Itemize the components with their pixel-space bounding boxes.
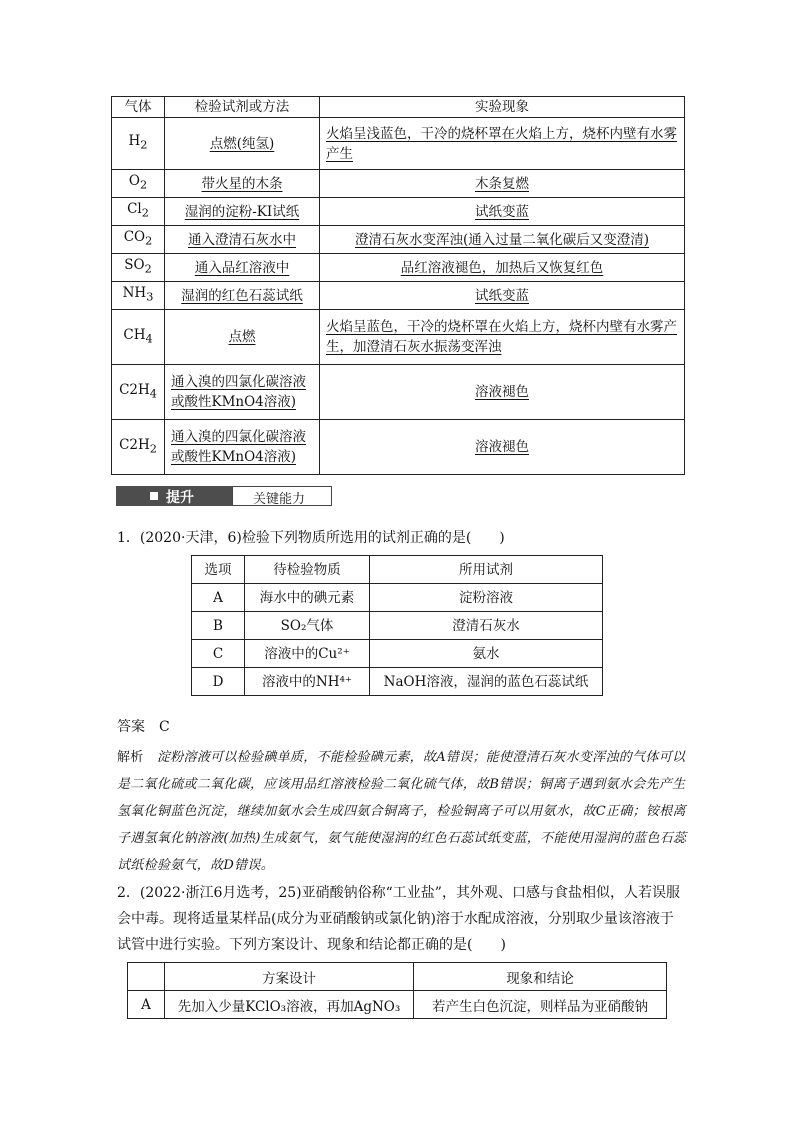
table-row (112, 226, 685, 254)
substance-cell: 溶液中的Cu²⁺ (245, 640, 370, 668)
header-method: 检验试剂或方法 (165, 97, 320, 118)
gas-cell: $Cl_2$ (112, 198, 165, 226)
gas-test-table (111, 96, 685, 475)
gas-cell: $O_2$ (112, 170, 165, 198)
gas-cell: $NH_3$ (112, 282, 165, 310)
table-row (192, 612, 603, 640)
phenomenon-cell: 澄清石灰水变浑浊(通入过量二氧化碳后又变澄清) (320, 226, 685, 254)
analysis-label: 解析 (117, 750, 144, 765)
header-substance: 待检验物质 (245, 556, 370, 584)
table-header-row (128, 963, 667, 991)
table-header-row (192, 556, 603, 584)
phenomenon-cell: 试纸变蓝 (320, 282, 685, 310)
section-label: 提升 (166, 490, 194, 506)
gas-cell: $SO_2$ (112, 254, 165, 282)
header-phenomenon: 实验现象 (320, 97, 685, 118)
reagent-cell: 氨水 (370, 640, 603, 668)
phenomenon-cell: 品红溶液褪色，加热后又恢复红色 (320, 254, 685, 282)
table-row (192, 668, 603, 696)
phenomenon-cell: 火焰呈浅蓝色，干冷的烧杯罩在火焰上方，烧杯内壁有水雾产生 (320, 118, 685, 170)
analysis-text: 淀粉溶液可以检验碘单质，不能检验碘元素，故A错误；能使澄清石灰水变浑浊的气体可以是二氧化硫或二氧化碳，应该用品红溶液检验二氧化硫气体，故B错误；铜离子遇到氨水会先产生氢氧化铜蓝色沉淀，继续加氨水会生成四氨合铜离子，检验铜离子可以用氨水，故C正确；铵根离子遇氢氧化钠溶液(加热)生成氨气，氨气能使湿润的红色石蕊试纸变蓝，不能使用湿润的蓝色石蕊试纸检验氨气，故D错误。 (117, 750, 687, 873)
question-2-stem: 2．(2022·浙江6月选考，25)亚硝酸钠俗称“工业盐”，其外观、口感与食盐相似，人若误服会中毒。现将适量某样品(成分为亚硝酸钠或氯化钠)溶于水配成溶液，分别取少量该溶液于试管中进行实验。下列方案设计、现象和结论都正确的是( ) (117, 885, 680, 953)
table-row (192, 640, 603, 668)
question-2-table (127, 962, 667, 1019)
option-cell: A (128, 991, 165, 1019)
header-result: 现象和结论 (414, 963, 667, 991)
table-row (112, 118, 685, 170)
phenomenon-cell: 溶液褪色 (320, 420, 685, 475)
phenomenon-cell: 火焰呈蓝色，干冷的烧杯罩在火焰上方，烧杯内壁有水雾产生，加澄清石灰水振荡变浑浊 (320, 310, 685, 365)
analysis-paragraph (117, 744, 687, 879)
method-cell: 通入品红溶液中 (165, 254, 320, 282)
table-header-row (112, 97, 685, 118)
question-1-stem: 1．(2020·天津，6)检验下列物质所选用的试剂正确的是( ) (117, 530, 505, 546)
table-row (112, 420, 685, 475)
method-cell: 点燃 (165, 310, 320, 365)
table-row (112, 282, 685, 310)
method-cell: 湿润的淀粉-KI试纸 (165, 198, 320, 226)
substance-cell: SO₂气体 (245, 612, 370, 640)
table-row (112, 198, 685, 226)
option-cell: C (192, 640, 245, 668)
method-cell: 带火星的木条 (165, 170, 320, 198)
substance-cell: 海水中的碘元素 (245, 584, 370, 612)
table-row (128, 991, 667, 1019)
reagent-cell: 澄清石灰水 (370, 612, 603, 640)
option-cell: B (192, 612, 245, 640)
header-reagent: 所用试剂 (370, 556, 603, 584)
table-row (112, 170, 685, 198)
header-gas: 气体 (112, 97, 165, 118)
table-row (112, 365, 685, 420)
table-row (112, 254, 685, 282)
answer-line: 答案 C (117, 719, 170, 735)
method-cell: 通入溴的四氯化碳溶液或酸性KMnO4溶液) (165, 420, 320, 475)
option-cell: D (192, 668, 245, 696)
method-cell: 通入澄清石灰水中 (165, 226, 320, 254)
reagent-cell: 淀粉溶液 (370, 584, 603, 612)
phenomenon-cell: 溶液褪色 (320, 365, 685, 420)
plan-cell: 先加入少量KClO₃溶液，再加AgNO₃ (165, 991, 414, 1019)
method-cell: 湿润的红色石蕊试纸 (165, 282, 320, 310)
method-cell: 点燃(纯氢) (165, 118, 320, 170)
section-banner (116, 486, 432, 510)
gas-cell: $C2H_2$ (112, 420, 165, 475)
option-cell: A (192, 584, 245, 612)
header-option: 选项 (192, 556, 245, 584)
gas-cell: $H_2$ (112, 118, 165, 170)
header-plan: 方案设计 (165, 963, 414, 991)
phenomenon-cell: 试纸变蓝 (320, 198, 685, 226)
header-blank (128, 963, 165, 991)
square-bullet-icon (150, 492, 158, 500)
result-cell: 若产生白色沉淀，则样品为亚硝酸钠 (414, 991, 667, 1019)
table-row (112, 310, 685, 365)
phenomenon-cell: 木条复燃 (320, 170, 685, 198)
question-1-table (191, 555, 603, 696)
substance-cell: 溶液中的NH⁴⁺ (245, 668, 370, 696)
reagent-cell: NaOH溶液，湿润的蓝色石蕊试纸 (370, 668, 603, 696)
gas-cell: $CO_2$ (112, 226, 165, 254)
gas-cell: $CH_4$ (112, 310, 165, 365)
table-row (192, 584, 603, 612)
method-cell: 通入溴的四氯化碳溶液或酸性KMnO4溶液) (165, 365, 320, 420)
gas-cell: $C2H_4$ (112, 365, 165, 420)
section-sublabel: 关键能力 (253, 492, 306, 507)
